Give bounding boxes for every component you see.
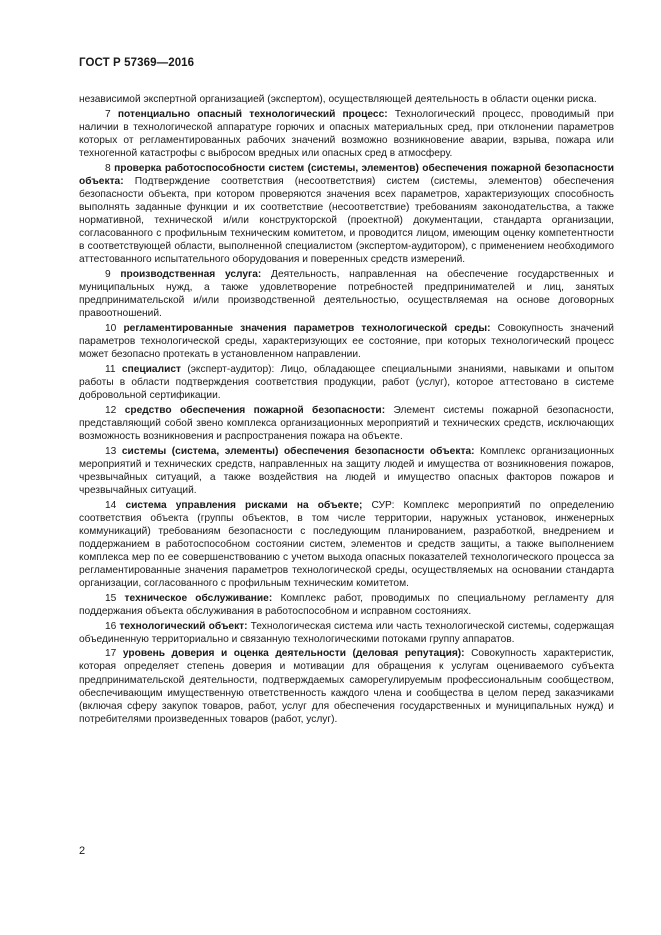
- definition-13: [79, 445, 614, 497]
- definition-16: [79, 620, 614, 646]
- definition-17: [79, 647, 614, 726]
- definition-number: 13: [105, 445, 117, 457]
- definition-term: системы (система, элементы) обеспечения безопасности объекта:: [121, 445, 475, 457]
- definition-number: 8: [105, 162, 111, 174]
- definition-term: специалист: [121, 363, 181, 375]
- definition-text: СУР: Комплекс мероприятий по определению соответствия объекта (группы объектов, в том числе территории, наружных установок, инженерных коммуникаций) требованиям безопасности с последующим планированием, разработкой, внедрением и поддержанием в работоспособном состоянии систем, элементов и средств защиты, а также выполнением комплекса мер по ее совершенствованию с учетом выхода опасных показателей технологического процесса за регламентированные значения параметров технологической среды, осуществляемых на основании стандарта организации, согласованного с профильным техническим комитетом.: [79, 499, 614, 590]
- definition-8: [79, 162, 614, 267]
- definition-text: (эксперт-аудитор): Лицо, обладающее специальными знаниями, навыками и опытом работы в области подтверждения соответствия продукции, работ (услуг), которое аттестовано в системе добровольной сертификации.: [79, 363, 614, 402]
- definition-text: Подтверждение соответствия (несоответствия) систем (системы, элементов) обеспечения безопасности объекта, при котором проверяются значения всех параметров, характеризующих способность выполнять заданные функции и их соответствие (несоответствие) требованиям законодательства, а также нормативной, технической и/или конструкторской (проектной) документации, стандарта организации, согласованного с профильным техническим комитетом, и проводится лицом, имеющим оценку компетентности в соответствующей области, выполненной специалистом (экспертом-аудитором), с применением необходимого аттестованного испытательного оборудования и поверенных средств измерений.: [79, 175, 614, 266]
- definition-text: Совокупность значений параметров технологической среды, характеризующих ее состояние, при которых технологический процесс может безопасно протекать в установленном направлении.: [79, 322, 614, 361]
- definition-term: технологический объект:: [119, 620, 248, 632]
- definition-text: Комплекс работ, проводимых по специальному регламенту для поддержания объекта обслуживания в работоспособном и исправном состояниях.: [79, 592, 614, 617]
- definition-9: [79, 268, 614, 320]
- definition-term: система управления рисками на объекте;: [125, 499, 363, 511]
- definition-text: Комплекс организационных мероприятий и технических средств, направленных на защиту людей и имущества от возникновения пожаров, чрезвычайных ситуаций, а также воздействия на людей и имущество опасных факторов пожаров и чрезвычайных ситуаций.: [79, 445, 614, 496]
- definition-term: уровень доверия и оценка деятельности (деловая репутация):: [122, 648, 465, 660]
- definition-text: Деятельность, направленная на обеспечение государственных и муниципальных нужд, а также удовлетворение потребностей предпринимателей и лиц, занятых предпринимательской и/или производственной деятельностью, осуществляемая на основе договорных правоотношений.: [79, 269, 614, 320]
- definition-number: 7: [105, 108, 111, 120]
- definition-number: 10: [105, 322, 117, 334]
- definition-term: потенциально опасный технологический процесс:: [117, 108, 388, 120]
- definition-number: 14: [105, 499, 117, 511]
- definition-term: проверка работоспособности систем (системы, элементов) обеспечения пожарной безопасности объекта:: [79, 162, 614, 187]
- definition-term: регламентированные значения параметров технологической среды:: [123, 322, 491, 334]
- definition-14: [79, 499, 614, 591]
- definition-number: 17: [105, 648, 117, 660]
- definition-text: Совокупность характеристик, которая определяет степень доверия и мотивации для обращения к услугам оцениваемого субъекта предпринимательской деятельности, подтверждаемых саморегулируемым профессиональным сообществом, обеспечивающим имущественную ответственность каждого члена и сообщества в целом перед заказчиками (включая сферу закупок товаров, работ, услуг для обеспечения государственных и муниципальных нужд) и потребителями произведенных товаров (работ, услуг).: [79, 648, 614, 725]
- definition-15: [79, 592, 614, 618]
- definition-text: Технологическая система или часть технологической системы, содержащая объединенную территориально и связанную технологическими потоками группу аппаратов.: [79, 620, 614, 645]
- standard-designation: ГОСТ Р 57369—2016: [79, 57, 195, 69]
- definition-number: 9: [105, 269, 111, 280]
- definition-text: независимой экспертной организацией (экспертом), осуществляющей деятельность в области оценки риска.: [79, 94, 597, 105]
- definition-number: 11: [105, 363, 116, 375]
- definition-continuation: [79, 93, 614, 106]
- definition-7: [79, 108, 614, 160]
- page-number: 2: [79, 845, 86, 857]
- definition-term: производственная услуга:: [120, 269, 262, 280]
- definitions-body: [79, 93, 614, 728]
- definition-number: 15: [105, 592, 117, 604]
- definition-text: Технологический процесс, проводимый при наличии в технологической аппаратуре горючих и опасных материальных сред, при отклонении параметров которых от регламентированных рабочих значений возможно возникновение аварии, взрыва, пожара или техногенной катастрофы с выбросом вредных или опасных сред в атмосферу.: [79, 108, 614, 159]
- definition-11: [79, 363, 614, 402]
- definition-12: [79, 404, 614, 443]
- definition-term: средство обеспечения пожарной безопасности:: [124, 404, 386, 416]
- definition-number: 16: [105, 620, 117, 632]
- definition-text: Элемент системы пожарной безопасности, представляющий собой звено комплекса организационных мероприятий и технических средств, исключающих возможность возникновения и распространения пожара на объекте.: [79, 404, 614, 442]
- definition-term: техническое обслуживание:: [124, 592, 273, 604]
- definition-number: 12: [105, 404, 117, 416]
- definition-10: [79, 322, 614, 361]
